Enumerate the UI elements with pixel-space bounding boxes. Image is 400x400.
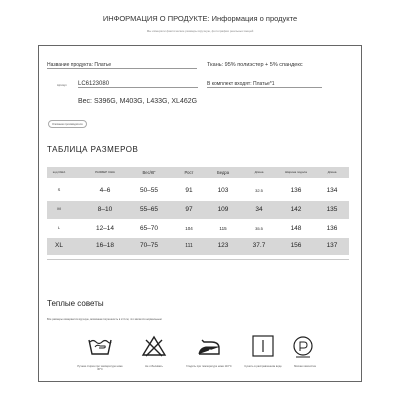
header-cell: Ширина подола xyxy=(285,170,307,174)
table-cell: 156 xyxy=(290,242,302,249)
tips-text: Все размеры измеряются вручную, возможна погрешность в 2-3 см, что является нормальным xyxy=(47,318,162,321)
size-label: L xyxy=(57,225,61,230)
iron-low-icon xyxy=(196,334,222,358)
size-label: XL xyxy=(55,242,63,249)
table-cell: 16–18 xyxy=(95,242,115,249)
table-cell: 97 xyxy=(185,206,193,213)
table-cell: 148 xyxy=(290,225,302,232)
size-table-header xyxy=(47,167,349,178)
product-name: Название продукта: Платье xyxy=(47,62,197,69)
table-cell: 123 xyxy=(217,242,229,249)
table-row xyxy=(47,238,349,255)
hand-wash-icon xyxy=(87,334,113,358)
table-cell: 70–75 xyxy=(139,242,159,249)
no-bleach-icon xyxy=(141,334,167,358)
table-row xyxy=(47,183,349,199)
table-cell: 142 xyxy=(290,206,302,213)
table-cell: 12–14 xyxy=(95,225,115,232)
drip-dry-icon xyxy=(250,334,276,358)
table-cell: 32.5 xyxy=(255,188,263,193)
tips-title: Теплые советы xyxy=(47,299,104,308)
table-cell: 104 xyxy=(185,226,193,231)
table-cell: 134 xyxy=(326,187,338,194)
manufacturer-note: Описание производителя xyxy=(48,120,87,128)
table-cell: 55–65 xyxy=(139,206,159,213)
size-label: M xyxy=(57,206,61,211)
dry-clean-icon xyxy=(290,334,316,358)
table-row xyxy=(47,201,349,219)
article-label: Артикул xyxy=(57,84,67,87)
header-cell: Длина xyxy=(327,170,337,174)
table-cell: 37.7 xyxy=(252,242,266,249)
table-cell: 91 xyxy=(185,187,193,194)
header-cell: Рост xyxy=(184,169,194,175)
table-cell: 65–70 xyxy=(139,225,159,232)
care-caption: Ручная стирка при температуре ниже 30°C xyxy=(77,365,123,371)
product-contents: В комплект входят: Платье*1 xyxy=(207,81,322,88)
table-cell: 136 xyxy=(290,187,302,194)
table-cell: 137 xyxy=(326,242,338,249)
product-weight: Вес: S396G, M403G, L433G, XL462G xyxy=(78,98,198,105)
table-divider xyxy=(47,259,349,260)
product-fabric: Ткань: 95% полиэстер + 5% спандекс xyxy=(207,62,303,68)
table-cell: 103 xyxy=(217,187,229,194)
header-cell: Вес/КГ xyxy=(142,169,156,175)
care-caption: Сушить в расправленном виде xyxy=(244,365,282,368)
page-title: ИНФОРМАЦИЯ О ПРОДУКТЕ: Информация о продукте xyxy=(102,14,298,23)
table-cell: 109 xyxy=(217,206,229,213)
care-caption: Гладить при температуре ниже 110°C xyxy=(186,365,232,368)
table-cell: 136 xyxy=(326,225,338,232)
size-table-title: ТАБЛИЦА РАЗМЕРОВ xyxy=(47,145,139,154)
product-article: LC6123080 xyxy=(78,81,198,88)
table-cell: 8–10 xyxy=(97,206,113,213)
table-row xyxy=(47,221,349,236)
table-cell: 4–6 xyxy=(99,187,111,194)
table-cell: 111 xyxy=(185,243,193,249)
page-subtitle: Мы измеряли фактические размеры вручную, фотографии реальных вещей xyxy=(146,29,254,33)
header-cell: Бедра xyxy=(216,169,230,175)
header-cell: Длина xyxy=(254,170,264,174)
care-caption: Мягкая химчистка xyxy=(294,365,316,368)
table-cell: 115 xyxy=(219,226,227,231)
care-caption: Не отбеливать xyxy=(145,365,163,368)
table-cell: 34 xyxy=(255,206,263,213)
header-cell: РАЗМЕР США xyxy=(95,170,115,174)
table-cell: 35.5 xyxy=(255,226,263,231)
table-cell: 135 xyxy=(326,206,338,213)
table-cell: 50–55 xyxy=(139,187,159,194)
header-cell: код США xyxy=(52,170,66,174)
size-label: S xyxy=(57,187,61,192)
